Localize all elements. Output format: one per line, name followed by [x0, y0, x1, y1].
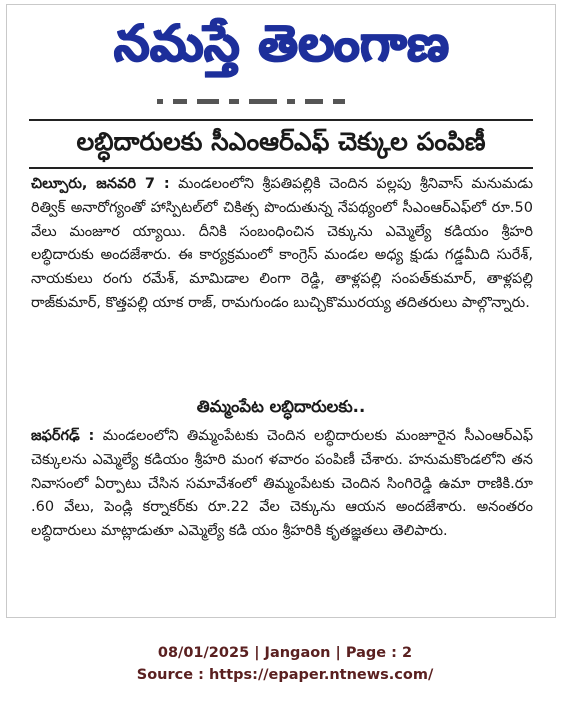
edition-info: 08/01/2025 | Jangaon | Page : 2 — [157, 645, 413, 661]
headline-top-rule — [29, 119, 533, 121]
headline-rule — [29, 167, 533, 169]
masthead-logo: నమస్తే తెలంగాణ — [113, 13, 449, 72]
article-paragraph-1 — [31, 173, 533, 316]
dateline-2: జఫర్‌గఢ్ : — [31, 428, 95, 444]
paragraph-2-body: మండలంలోని తిమ్మంపేటకు చెందిన లబ్ధిదారులకు మంజూరైన సీఎంఆర్ఎఫ్ చెక్కులను ఎమ్మెల్యే కడియం శ్రీహరి మంగ ళవారం పంపిణీ చేశారు. హనుమకొండలోని తన నివాసంలో ఏర్పాటు చేసిన సమావేశంలో తిమ్మంపేటకు చెందిన సింగిరెడ్డి ఉమా రాణికి.రూ .60 వేలు, పెండ్లి కర్నాకర్‌కు రూ.22 వేల చెక్కును ఆయన అందజేశారు. అనంతరం లబ్ధిదారులు మాట్లాడుతూ ఎమ్మెల్యే కడి యం శ్రీహరికి కృతజ్ఞతలు తెలిపారు. — [31, 428, 533, 540]
dateline-1: చిల్పూరు, జనవరి 7 : — [31, 176, 170, 192]
source-footer — [0, 642, 570, 686]
newspaper-clipping — [6, 4, 556, 618]
paragraph-1-body: మండలంలోని శ్రీపతిపల్లికి చెందిన పల్లపు శ్రీనివాస్ మనుమడు రిత్విక్ అనారోగ్యంతో హాస్పిటల్‌లో చికిత్స పొందుతున్న నేపథ్యంలో సీఎంఆర్ఎఫ్‌లో రూ.50 వేలు మంజూర య్యాయి. దీనికి సంబంధించిన చెక్కును ఎమ్మెల్యే కడియం శ్రీహరి లబ్ధిదారుకు అందజేశారు. ఈ కార్యక్రమంలో కాంగ్రెస్ మండల అధ్య క్షుడు గడ్డమీది సురేశ్, నాయకులు రంగు రమేశ్, మామిడాల లింగా రెడ్డి, తాళ్లపల్లి సంపత్‌కుమార్, తాళ్లపల్లి రాజ్‌కుమార్, కొత్తపల్లి యాక రాజ్, రామగుండం బుచ్చికొమురయ్య తదితరులు పాల్గొన్నారు. — [31, 176, 534, 311]
cut-text-strip — [157, 97, 377, 105]
article-subheading: తిమ్మంపేట లబ్ధిదారులకు.. — [196, 397, 366, 416]
article-paragraph-2 — [31, 425, 533, 544]
source-url[interactable]: Source : https://epaper.ntnews.com/ — [136, 667, 434, 683]
masthead — [7, 5, 555, 93]
article-headline: లబ్ధిదారులకు సీఎంఆర్ఎఫ్ చెక్కుల పంపిణీ — [76, 127, 486, 156]
